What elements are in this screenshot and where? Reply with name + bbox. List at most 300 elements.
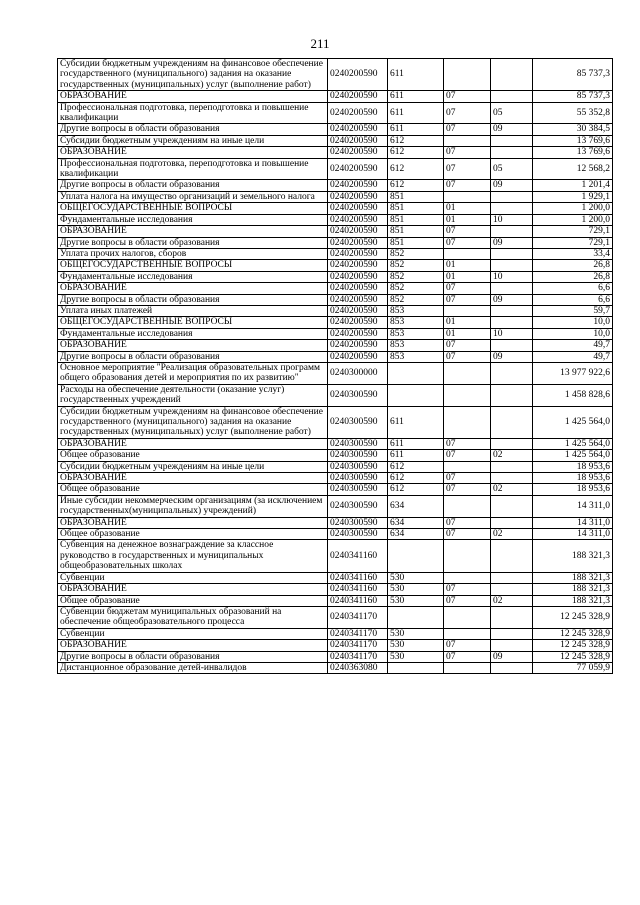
row-name: Уплата иных платежей [58, 305, 328, 316]
row-expense-type: 851 [388, 237, 444, 248]
row-subsection [491, 59, 533, 91]
row-subsection [491, 147, 533, 158]
row-subsection: 02 [491, 450, 533, 461]
table-row [58, 628, 613, 639]
row-amount: 85 737,3 [533, 59, 613, 91]
row-code: 0240341170 [328, 640, 388, 651]
row-amount: 6,6 [533, 294, 613, 305]
row-amount: 13 977 922,6 [533, 362, 613, 384]
row-expense-type: 530 [388, 651, 444, 662]
row-subsection [491, 191, 533, 202]
row-subsection [491, 628, 533, 639]
row-subsection [491, 260, 533, 271]
row-subsection [491, 540, 533, 572]
row-code: 0240200590 [328, 317, 388, 328]
table-row [58, 406, 613, 438]
row-subsection [491, 438, 533, 449]
table-row [58, 135, 613, 146]
row-subsection [491, 584, 533, 595]
row-expense-type: 853 [388, 340, 444, 351]
row-code: 0240341170 [328, 651, 388, 662]
row-name: Фундаментальные исследования [58, 214, 328, 225]
row-amount: 1 425 564,0 [533, 450, 613, 461]
row-subsection [491, 461, 533, 472]
row-name: Другие вопросы в области образования [58, 124, 328, 135]
row-subsection: 09 [491, 180, 533, 191]
row-code: 0240341160 [328, 540, 388, 572]
row-name: Профессиональная подготовка, переподготовка и повышение квалификации [58, 158, 328, 180]
table-row [58, 317, 613, 328]
row-amount: 729,1 [533, 226, 613, 237]
table-row [58, 59, 613, 91]
row-section: 07 [444, 651, 491, 662]
row-amount: 33,4 [533, 248, 613, 259]
row-section [444, 662, 491, 673]
table-row [58, 384, 613, 406]
row-amount: 1 458 828,6 [533, 384, 613, 406]
row-expense-type: 611 [388, 438, 444, 449]
row-section: 01 [444, 271, 491, 282]
row-subsection [491, 495, 533, 517]
table-row [58, 606, 613, 628]
row-section: 07 [444, 517, 491, 528]
row-name: Субсидии бюджетным учреждениям на финансовое обеспечение государственного (муниципального) задания на оказание государственных (муниципальных) услуг (выполнение работ) [58, 406, 328, 438]
row-subsection [491, 640, 533, 651]
row-amount: 1 201,4 [533, 180, 613, 191]
row-amount: 14 311,0 [533, 529, 613, 540]
row-code: 0240200590 [328, 283, 388, 294]
row-subsection [491, 362, 533, 384]
row-expense-type: 530 [388, 584, 444, 595]
row-expense-type: 851 [388, 203, 444, 214]
row-code: 0240200590 [328, 147, 388, 158]
row-name: Общее образование [58, 450, 328, 461]
row-section: 07 [444, 438, 491, 449]
row-name: Фундаментальные исследования [58, 271, 328, 282]
table-row [58, 461, 613, 472]
row-expense-type: 634 [388, 495, 444, 517]
row-section: 07 [444, 158, 491, 180]
row-name: Общее образование [58, 484, 328, 495]
table-row [58, 147, 613, 158]
row-amount: 12 245 328,9 [533, 606, 613, 628]
row-code: 0240300590 [328, 450, 388, 461]
row-expense-type: 612 [388, 484, 444, 495]
row-section: 07 [444, 180, 491, 191]
row-section: 01 [444, 317, 491, 328]
table-row [58, 362, 613, 384]
table-row [58, 438, 613, 449]
row-name: Дистанционное образование детей-инвалидов [58, 662, 328, 673]
row-subsection [491, 606, 533, 628]
row-section [444, 606, 491, 628]
row-amount: 59,7 [533, 305, 613, 316]
row-code: 0240200590 [328, 191, 388, 202]
row-code: 0240300590 [328, 384, 388, 406]
row-subsection [491, 384, 533, 406]
row-name: Другие вопросы в области образования [58, 294, 328, 305]
row-expense-type [388, 540, 444, 572]
row-code: 0240200590 [328, 237, 388, 248]
budget-table [57, 58, 613, 674]
row-section [444, 248, 491, 259]
row-name: Субсидии бюджетным учреждениям на иные цели [58, 461, 328, 472]
row-expense-type: 611 [388, 406, 444, 438]
row-name: Другие вопросы в области образования [58, 237, 328, 248]
row-section: 01 [444, 328, 491, 339]
row-section [444, 572, 491, 583]
row-subsection: 09 [491, 294, 533, 305]
row-amount: 18 953,6 [533, 473, 613, 484]
row-subsection [491, 91, 533, 102]
row-expense-type [388, 662, 444, 673]
row-expense-type: 853 [388, 328, 444, 339]
table-row [58, 340, 613, 351]
row-section: 07 [444, 473, 491, 484]
row-section: 07 [444, 226, 491, 237]
table-row [58, 328, 613, 339]
table-row [58, 540, 613, 572]
row-subsection [491, 305, 533, 316]
table-row [58, 595, 613, 606]
row-amount: 188 321,3 [533, 540, 613, 572]
row-code: 0240341160 [328, 595, 388, 606]
row-subsection: 09 [491, 124, 533, 135]
row-section: 07 [444, 102, 491, 124]
row-code: 0240300590 [328, 495, 388, 517]
row-amount: 26,8 [533, 260, 613, 271]
row-code: 0240300590 [328, 529, 388, 540]
row-section [444, 628, 491, 639]
row-expense-type: 852 [388, 283, 444, 294]
row-section: 01 [444, 214, 491, 225]
row-amount: 10,0 [533, 328, 613, 339]
row-amount: 55 352,8 [533, 102, 613, 124]
table-row [58, 180, 613, 191]
row-code: 0240300590 [328, 484, 388, 495]
row-name: Субсидии бюджетным учреждениям на иные цели [58, 135, 328, 146]
row-code: 0240341160 [328, 584, 388, 595]
row-name: Субвенции бюджетам муниципальных образований на обеспечение общеобразовательного процесса [58, 606, 328, 628]
row-subsection [491, 473, 533, 484]
row-expense-type: 612 [388, 461, 444, 472]
row-subsection [491, 226, 533, 237]
row-name: ОБЩЕГОСУДАРСТВЕННЫЕ ВОПРОСЫ [58, 203, 328, 214]
row-subsection: 02 [491, 595, 533, 606]
row-section [444, 135, 491, 146]
row-expense-type: 634 [388, 517, 444, 528]
table-row [58, 584, 613, 595]
row-name: Другие вопросы в области образования [58, 351, 328, 362]
row-name: ОБРАЗОВАНИЕ [58, 283, 328, 294]
row-amount: 18 953,6 [533, 461, 613, 472]
row-name: ОБРАЗОВАНИЕ [58, 147, 328, 158]
row-code: 0240300590 [328, 461, 388, 472]
row-expense-type: 634 [388, 529, 444, 540]
table-row [58, 237, 613, 248]
row-subsection [491, 572, 533, 583]
table-row [58, 203, 613, 214]
row-section: 07 [444, 595, 491, 606]
table-row [58, 294, 613, 305]
row-expense-type: 612 [388, 158, 444, 180]
row-code: 0240200590 [328, 158, 388, 180]
row-name: Уплата налога на имущество организаций и земельного налога [58, 191, 328, 202]
row-expense-type: 611 [388, 450, 444, 461]
row-section [444, 305, 491, 316]
row-code: 0240300000 [328, 362, 388, 384]
row-section: 07 [444, 450, 491, 461]
row-name: ОБРАЗОВАНИЕ [58, 584, 328, 595]
row-code: 0240300590 [328, 517, 388, 528]
row-code: 0240200590 [328, 91, 388, 102]
row-amount: 14 311,0 [533, 517, 613, 528]
row-expense-type: 530 [388, 628, 444, 639]
row-expense-type: 852 [388, 294, 444, 305]
row-expense-type [388, 362, 444, 384]
row-subsection: 10 [491, 271, 533, 282]
row-amount: 18 953,6 [533, 484, 613, 495]
row-expense-type: 611 [388, 59, 444, 91]
row-section [444, 495, 491, 517]
table-row [58, 271, 613, 282]
row-code: 0240300590 [328, 438, 388, 449]
row-section: 07 [444, 640, 491, 651]
row-amount: 729,1 [533, 237, 613, 248]
table-row [58, 214, 613, 225]
row-amount: 188 321,3 [533, 584, 613, 595]
table-row [58, 662, 613, 673]
row-expense-type: 612 [388, 180, 444, 191]
row-section: 07 [444, 294, 491, 305]
row-subsection: 02 [491, 484, 533, 495]
row-expense-type: 612 [388, 473, 444, 484]
row-expense-type: 852 [388, 248, 444, 259]
table-row [58, 473, 613, 484]
row-name: Другие вопросы в области образования [58, 180, 328, 191]
row-name: Уплата прочих налогов, сборов [58, 248, 328, 259]
row-name: ОБРАЗОВАНИЕ [58, 473, 328, 484]
row-subsection [491, 135, 533, 146]
row-code: 0240200590 [328, 203, 388, 214]
row-code: 0240200590 [328, 328, 388, 339]
table-row [58, 495, 613, 517]
row-expense-type: 851 [388, 226, 444, 237]
row-name: Другие вопросы в области образования [58, 651, 328, 662]
row-expense-type [388, 384, 444, 406]
row-code: 0240200590 [328, 294, 388, 305]
row-subsection [491, 517, 533, 528]
row-subsection [491, 317, 533, 328]
row-name: Основное мероприятие "Реализация образовательных программ общего образования детей и мероприятия по их развитию" [58, 362, 328, 384]
row-amount: 6,6 [533, 283, 613, 294]
row-code: 0240300590 [328, 406, 388, 438]
row-amount: 49,7 [533, 351, 613, 362]
row-code: 0240200590 [328, 271, 388, 282]
row-code: 0240341170 [328, 628, 388, 639]
row-expense-type: 851 [388, 214, 444, 225]
page-number: 211 [310, 36, 330, 51]
row-subsection [491, 283, 533, 294]
row-section: 07 [444, 147, 491, 158]
row-amount: 13 769,6 [533, 147, 613, 158]
table-row [58, 91, 613, 102]
row-subsection [491, 340, 533, 351]
row-name: Субсидии бюджетным учреждениям на финансовое обеспечение государственного (муниципального) задания на оказание государственных (муниципальных) услуг (выполнение работ) [58, 59, 328, 91]
row-expense-type: 852 [388, 260, 444, 271]
row-code: 0240200590 [328, 351, 388, 362]
row-section: 07 [444, 484, 491, 495]
row-section: 01 [444, 260, 491, 271]
row-code: 0240200590 [328, 260, 388, 271]
row-section [444, 191, 491, 202]
table-row [58, 124, 613, 135]
row-name: Субвенции [58, 628, 328, 639]
row-amount: 12 245 328,9 [533, 651, 613, 662]
row-expense-type: 530 [388, 572, 444, 583]
row-section: 07 [444, 91, 491, 102]
table-row [58, 517, 613, 528]
row-expense-type: 611 [388, 102, 444, 124]
row-subsection: 10 [491, 328, 533, 339]
row-name: ОБЩЕГОСУДАРСТВЕННЫЕ ВОПРОСЫ [58, 260, 328, 271]
row-code: 0240341160 [328, 572, 388, 583]
row-amount: 1 425 564,0 [533, 406, 613, 438]
row-amount: 10,0 [533, 317, 613, 328]
row-name: ОБРАЗОВАНИЕ [58, 340, 328, 351]
row-name: Расходы на обеспечение деятельности (оказание услуг) государственных учреждений [58, 384, 328, 406]
row-name: Субвенция на денежное вознаграждение за классное руководство в государственных и муниципальных общеобразовательных школах [58, 540, 328, 572]
row-code: 0240200590 [328, 226, 388, 237]
row-name: ОБРАЗОВАНИЕ [58, 438, 328, 449]
row-name: ОБРАЗОВАНИЕ [58, 517, 328, 528]
row-expense-type: 612 [388, 147, 444, 158]
row-expense-type: 851 [388, 191, 444, 202]
row-amount: 77 059,9 [533, 662, 613, 673]
row-code: 0240200590 [328, 124, 388, 135]
table-row [58, 450, 613, 461]
row-amount: 14 311,0 [533, 495, 613, 517]
table-row [58, 226, 613, 237]
row-name: Иные субсидии некоммерческим организациям (за исключением государственных(муниципальных) учреждений) [58, 495, 328, 517]
row-section: 07 [444, 124, 491, 135]
row-subsection [491, 406, 533, 438]
row-amount: 12 245 328,9 [533, 640, 613, 651]
row-expense-type: 530 [388, 640, 444, 651]
row-name: Общее образование [58, 529, 328, 540]
row-amount: 188 321,3 [533, 572, 613, 583]
row-expense-type: 611 [388, 124, 444, 135]
table-row [58, 484, 613, 495]
row-subsection [491, 248, 533, 259]
row-code: 0240200590 [328, 102, 388, 124]
row-amount: 1 200,0 [533, 214, 613, 225]
row-subsection: 09 [491, 237, 533, 248]
row-subsection: 05 [491, 158, 533, 180]
row-code: 0240341170 [328, 606, 388, 628]
row-amount: 85 737,3 [533, 91, 613, 102]
table-row [58, 529, 613, 540]
table-row [58, 351, 613, 362]
row-name: ОБРАЗОВАНИЕ [58, 226, 328, 237]
row-expense-type: 611 [388, 91, 444, 102]
table-row [58, 260, 613, 271]
row-expense-type: 853 [388, 351, 444, 362]
row-expense-type: 853 [388, 305, 444, 316]
row-section [444, 362, 491, 384]
row-amount: 13 769,6 [533, 135, 613, 146]
row-expense-type: 612 [388, 135, 444, 146]
table-row [58, 283, 613, 294]
row-subsection: 05 [491, 102, 533, 124]
row-section: 07 [444, 283, 491, 294]
row-section: 07 [444, 529, 491, 540]
row-name: ОБРАЗОВАНИЕ [58, 640, 328, 651]
row-code: 0240363080 [328, 662, 388, 673]
row-code: 0240200590 [328, 180, 388, 191]
row-section [444, 406, 491, 438]
row-subsection: 10 [491, 214, 533, 225]
row-amount: 49,7 [533, 340, 613, 351]
row-amount: 1 425 564,0 [533, 438, 613, 449]
row-subsection [491, 203, 533, 214]
row-section: 01 [444, 203, 491, 214]
table-row [58, 651, 613, 662]
row-amount: 26,8 [533, 271, 613, 282]
row-code: 0240200590 [328, 59, 388, 91]
row-code: 0240200590 [328, 135, 388, 146]
row-code: 0240200590 [328, 248, 388, 259]
table-row [58, 305, 613, 316]
row-name: ОБЩЕГОСУДАРСТВЕННЫЕ ВОПРОСЫ [58, 317, 328, 328]
table-row [58, 102, 613, 124]
row-name: ОБРАЗОВАНИЕ [58, 91, 328, 102]
row-name: Профессиональная подготовка, переподготовка и повышение квалификации [58, 102, 328, 124]
row-amount: 1 929,1 [533, 191, 613, 202]
row-expense-type: 853 [388, 317, 444, 328]
row-expense-type: 530 [388, 595, 444, 606]
table-row [58, 248, 613, 259]
row-code: 0240200590 [328, 340, 388, 351]
row-name: Фундаментальные исследования [58, 328, 328, 339]
row-subsection: 09 [491, 351, 533, 362]
row-subsection: 02 [491, 529, 533, 540]
row-amount: 12 245 328,9 [533, 628, 613, 639]
row-subsection: 09 [491, 651, 533, 662]
row-amount: 1 200,0 [533, 203, 613, 214]
row-name: Субвенции [58, 572, 328, 583]
row-name: Общее образование [58, 595, 328, 606]
row-amount: 12 568,2 [533, 158, 613, 180]
row-expense-type: 852 [388, 271, 444, 282]
table-row [58, 572, 613, 583]
row-section [444, 59, 491, 91]
row-section: 07 [444, 584, 491, 595]
row-code: 0240200590 [328, 305, 388, 316]
row-section: 07 [444, 237, 491, 248]
row-section: 07 [444, 351, 491, 362]
row-code: 0240300590 [328, 473, 388, 484]
table-row [58, 191, 613, 202]
row-section [444, 384, 491, 406]
row-section: 07 [444, 340, 491, 351]
row-section [444, 540, 491, 572]
row-section [444, 461, 491, 472]
row-amount: 30 384,5 [533, 124, 613, 135]
row-subsection [491, 662, 533, 673]
row-amount: 188 321,3 [533, 595, 613, 606]
row-code: 0240200590 [328, 214, 388, 225]
